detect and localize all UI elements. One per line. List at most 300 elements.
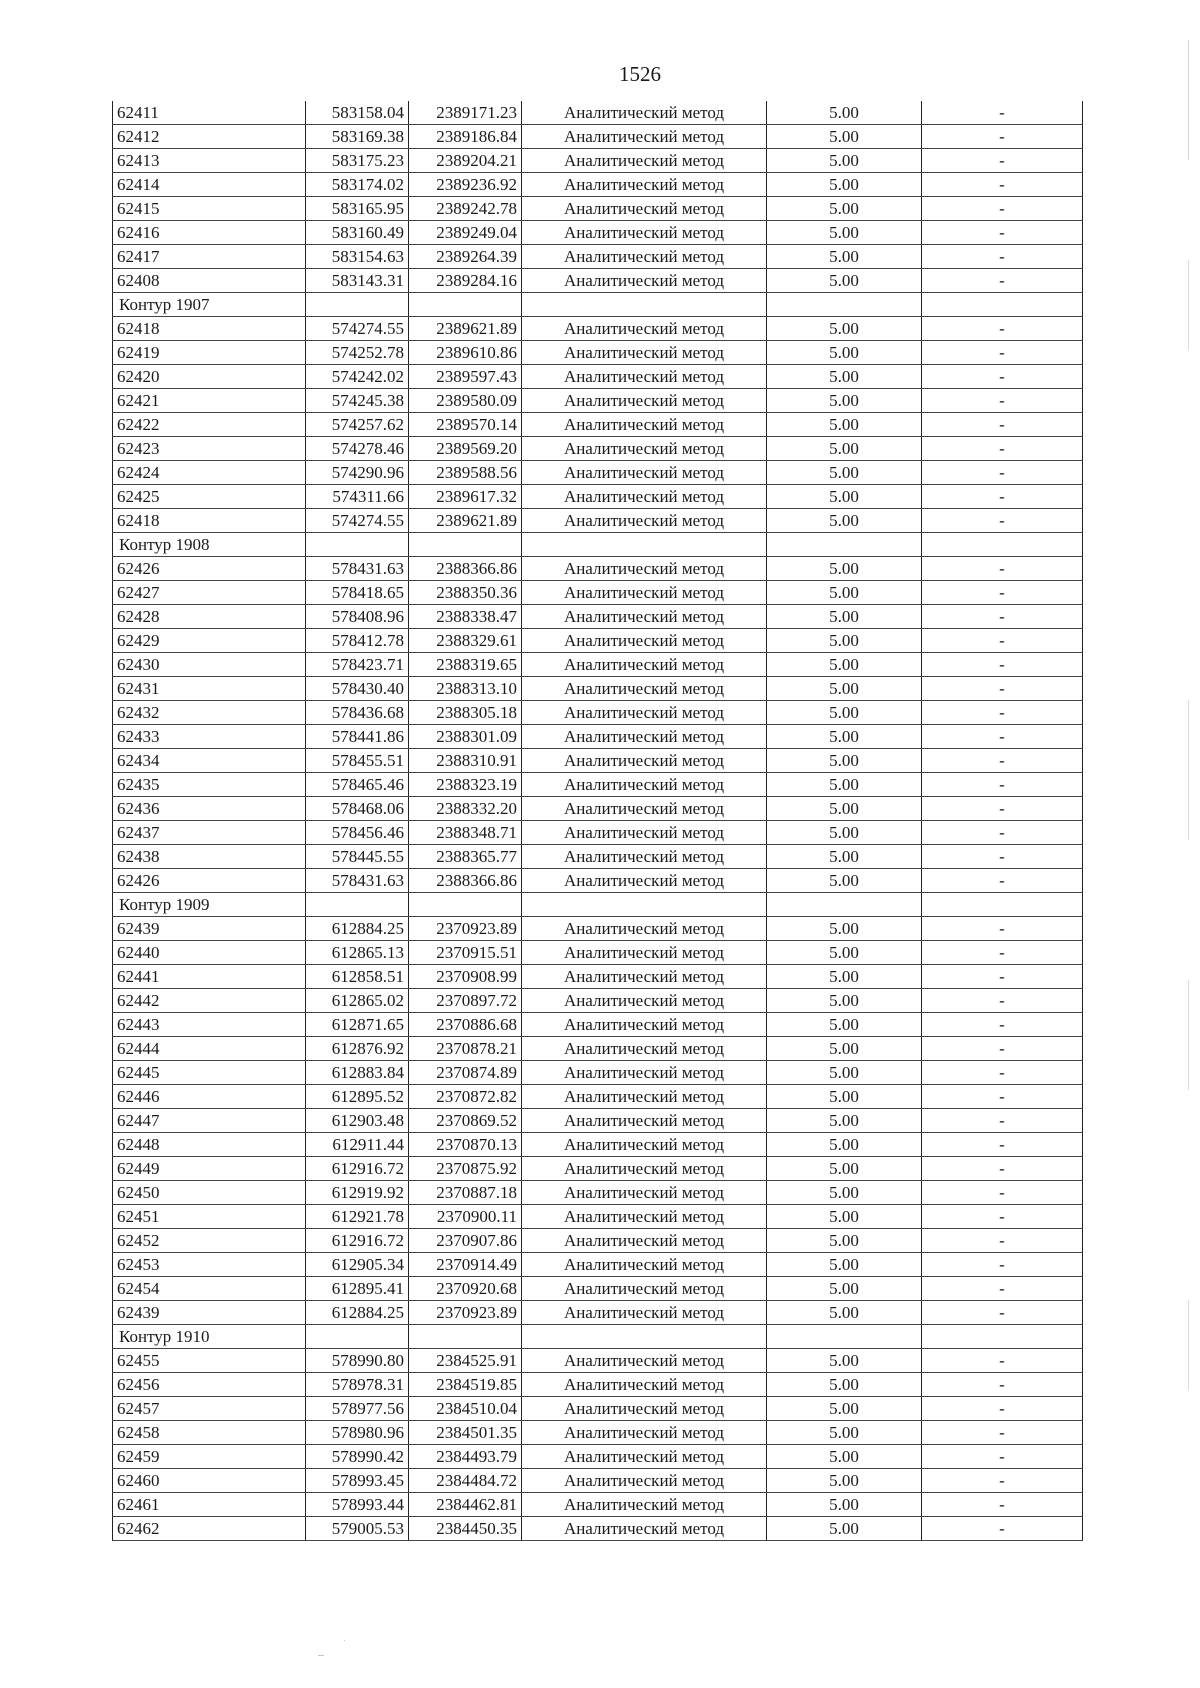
note-cell: - (922, 1397, 1083, 1421)
x-coordinate-cell: 612865.13 (306, 941, 409, 965)
x-coordinate-cell: 578993.45 (306, 1469, 409, 1493)
point-id-cell: 62412 (113, 125, 306, 149)
table-row (113, 1301, 1083, 1325)
empty-cell (767, 293, 922, 317)
empty-cell (922, 1325, 1083, 1349)
point-id-cell: 62434 (113, 749, 306, 773)
accuracy-cell: 5.00 (767, 1517, 922, 1541)
y-coordinate-cell: 2389570.14 (409, 413, 522, 437)
x-coordinate-cell: 612858.51 (306, 965, 409, 989)
x-coordinate-cell: 583175.23 (306, 149, 409, 173)
y-coordinate-cell: 2388332.20 (409, 797, 522, 821)
y-coordinate-cell: 2370900.11 (409, 1205, 522, 1229)
point-id-cell: 62460 (113, 1469, 306, 1493)
accuracy-cell: 5.00 (767, 581, 922, 605)
method-cell: Аналитический метод (522, 749, 767, 773)
table-row (113, 365, 1083, 389)
table-row (113, 653, 1083, 677)
method-cell: Аналитический метод (522, 581, 767, 605)
y-coordinate-cell: 2388319.65 (409, 653, 522, 677)
x-coordinate-cell: 578468.06 (306, 797, 409, 821)
table-row (113, 509, 1083, 533)
table-row (113, 773, 1083, 797)
point-id-cell: 62451 (113, 1205, 306, 1229)
y-coordinate-cell: 2389580.09 (409, 389, 522, 413)
table-row (113, 965, 1083, 989)
note-cell: - (922, 269, 1083, 293)
y-coordinate-cell: 2388366.86 (409, 869, 522, 893)
method-cell: Аналитический метод (522, 1133, 767, 1157)
note-cell: - (922, 1157, 1083, 1181)
note-cell: - (922, 605, 1083, 629)
empty-cell (306, 293, 409, 317)
table-row (113, 869, 1083, 893)
accuracy-cell: 5.00 (767, 605, 922, 629)
coordinates-table (112, 101, 1083, 1541)
point-id-cell: 62440 (113, 941, 306, 965)
point-id-cell: 62461 (113, 1493, 306, 1517)
y-coordinate-cell: 2389610.86 (409, 341, 522, 365)
accuracy-cell: 5.00 (767, 1253, 922, 1277)
point-id-cell: 62422 (113, 413, 306, 437)
point-id-cell: 62458 (113, 1421, 306, 1445)
y-coordinate-cell: 2370870.13 (409, 1133, 522, 1157)
y-coordinate-cell: 2388366.86 (409, 557, 522, 581)
point-id-cell: 62408 (113, 269, 306, 293)
table-row (113, 101, 1083, 125)
accuracy-cell: 5.00 (767, 1157, 922, 1181)
x-coordinate-cell: 612871.65 (306, 1013, 409, 1037)
method-cell: Аналитический метод (522, 653, 767, 677)
point-id-cell: 62417 (113, 245, 306, 269)
method-cell: Аналитический метод (522, 245, 767, 269)
note-cell: - (922, 917, 1083, 941)
accuracy-cell: 5.00 (767, 1109, 922, 1133)
y-coordinate-cell: 2389621.89 (409, 317, 522, 341)
x-coordinate-cell: 612905.34 (306, 1253, 409, 1277)
method-cell: Аналитический метод (522, 413, 767, 437)
y-coordinate-cell: 2370923.89 (409, 1301, 522, 1325)
table-row (113, 1085, 1083, 1109)
method-cell: Аналитический метод (522, 821, 767, 845)
empty-cell (922, 893, 1083, 917)
method-cell: Аналитический метод (522, 1013, 767, 1037)
y-coordinate-cell: 2388348.71 (409, 821, 522, 845)
y-coordinate-cell: 2370887.18 (409, 1181, 522, 1205)
method-cell: Аналитический метод (522, 1421, 767, 1445)
y-coordinate-cell: 2389284.16 (409, 269, 522, 293)
note-cell: - (922, 389, 1083, 413)
accuracy-cell: 5.00 (767, 965, 922, 989)
note-cell: - (922, 557, 1083, 581)
empty-cell (767, 533, 922, 557)
note-cell: - (922, 1109, 1083, 1133)
method-cell: Аналитический метод (522, 1301, 767, 1325)
x-coordinate-cell: 612921.78 (306, 1205, 409, 1229)
table-row (113, 1037, 1083, 1061)
empty-cell (522, 893, 767, 917)
scan-artifact (344, 1640, 345, 1641)
note-cell: - (922, 1277, 1083, 1301)
accuracy-cell: 5.00 (767, 845, 922, 869)
x-coordinate-cell: 578990.42 (306, 1445, 409, 1469)
method-cell: Аналитический метод (522, 269, 767, 293)
accuracy-cell: 5.00 (767, 341, 922, 365)
scan-artifact (1188, 260, 1189, 350)
note-cell: - (922, 1301, 1083, 1325)
method-cell: Аналитический метод (522, 1349, 767, 1373)
table-row (113, 1229, 1083, 1253)
table-row (113, 1445, 1083, 1469)
table-row (113, 1349, 1083, 1373)
point-id-cell: 62441 (113, 965, 306, 989)
point-id-cell: 62448 (113, 1133, 306, 1157)
note-cell: - (922, 821, 1083, 845)
accuracy-cell: 5.00 (767, 221, 922, 245)
x-coordinate-cell: 612911.44 (306, 1133, 409, 1157)
x-coordinate-cell: 574242.02 (306, 365, 409, 389)
empty-cell (306, 893, 409, 917)
contour-header-row (113, 293, 1083, 317)
table-row (113, 629, 1083, 653)
method-cell: Аналитический метод (522, 1205, 767, 1229)
y-coordinate-cell: 2388323.19 (409, 773, 522, 797)
method-cell: Аналитический метод (522, 1397, 767, 1421)
point-id-cell: 62450 (113, 1181, 306, 1205)
point-id-cell: 62439 (113, 917, 306, 941)
x-coordinate-cell: 583169.38 (306, 125, 409, 149)
y-coordinate-cell: 2384450.35 (409, 1517, 522, 1541)
x-coordinate-cell: 574257.62 (306, 413, 409, 437)
contour-header-row (113, 533, 1083, 557)
contour-label: Контур 1907 (113, 293, 306, 317)
y-coordinate-cell: 2384462.81 (409, 1493, 522, 1517)
x-coordinate-cell: 574274.55 (306, 509, 409, 533)
y-coordinate-cell: 2370907.86 (409, 1229, 522, 1253)
accuracy-cell: 5.00 (767, 1493, 922, 1517)
method-cell: Аналитический метод (522, 869, 767, 893)
point-id-cell: 62459 (113, 1445, 306, 1469)
table-row (113, 1013, 1083, 1037)
contour-label: Контур 1908 (113, 533, 306, 557)
y-coordinate-cell: 2389588.56 (409, 461, 522, 485)
accuracy-cell: 5.00 (767, 1445, 922, 1469)
note-cell: - (922, 1205, 1083, 1229)
contour-label: Контур 1910 (113, 1325, 306, 1349)
note-cell: - (922, 773, 1083, 797)
point-id-cell: 62436 (113, 797, 306, 821)
accuracy-cell: 5.00 (767, 1277, 922, 1301)
accuracy-cell: 5.00 (767, 101, 922, 125)
x-coordinate-cell: 574274.55 (306, 317, 409, 341)
accuracy-cell: 5.00 (767, 1133, 922, 1157)
scan-artifact (1188, 980, 1189, 1090)
method-cell: Аналитический метод (522, 509, 767, 533)
method-cell: Аналитический метод (522, 485, 767, 509)
method-cell: Аналитический метод (522, 173, 767, 197)
accuracy-cell: 5.00 (767, 749, 922, 773)
x-coordinate-cell: 583160.49 (306, 221, 409, 245)
point-id-cell: 62418 (113, 509, 306, 533)
note-cell: - (922, 101, 1083, 125)
table-row (113, 149, 1083, 173)
accuracy-cell: 5.00 (767, 917, 922, 941)
note-cell: - (922, 485, 1083, 509)
y-coordinate-cell: 2370914.49 (409, 1253, 522, 1277)
empty-cell (409, 1325, 522, 1349)
accuracy-cell: 5.00 (767, 461, 922, 485)
x-coordinate-cell: 578978.31 (306, 1373, 409, 1397)
note-cell: - (922, 245, 1083, 269)
note-cell: - (922, 1133, 1083, 1157)
table-row (113, 341, 1083, 365)
x-coordinate-cell: 574245.38 (306, 389, 409, 413)
point-id-cell: 62449 (113, 1157, 306, 1181)
y-coordinate-cell: 2370886.68 (409, 1013, 522, 1037)
table-row (113, 1205, 1083, 1229)
table-row (113, 437, 1083, 461)
accuracy-cell: 5.00 (767, 509, 922, 533)
x-coordinate-cell: 578455.51 (306, 749, 409, 773)
y-coordinate-cell: 2370915.51 (409, 941, 522, 965)
accuracy-cell: 5.00 (767, 149, 922, 173)
note-cell: - (922, 437, 1083, 461)
point-id-cell: 62416 (113, 221, 306, 245)
empty-cell (767, 893, 922, 917)
note-cell: - (922, 941, 1083, 965)
y-coordinate-cell: 2384525.91 (409, 1349, 522, 1373)
accuracy-cell: 5.00 (767, 197, 922, 221)
accuracy-cell: 5.00 (767, 485, 922, 509)
method-cell: Аналитический метод (522, 677, 767, 701)
table-row (113, 701, 1083, 725)
point-id-cell: 62426 (113, 869, 306, 893)
accuracy-cell: 5.00 (767, 317, 922, 341)
x-coordinate-cell: 574311.66 (306, 485, 409, 509)
note-cell: - (922, 1445, 1083, 1469)
table-row (113, 1493, 1083, 1517)
y-coordinate-cell: 2370875.92 (409, 1157, 522, 1181)
method-cell: Аналитический метод (522, 1253, 767, 1277)
empty-cell (922, 293, 1083, 317)
x-coordinate-cell: 579005.53 (306, 1517, 409, 1541)
accuracy-cell: 5.00 (767, 629, 922, 653)
method-cell: Аналитический метод (522, 317, 767, 341)
point-id-cell: 62444 (113, 1037, 306, 1061)
y-coordinate-cell: 2384493.79 (409, 1445, 522, 1469)
point-id-cell: 62442 (113, 989, 306, 1013)
point-id-cell: 62453 (113, 1253, 306, 1277)
scan-artifact (1188, 40, 1189, 160)
point-id-cell: 62423 (113, 437, 306, 461)
note-cell: - (922, 365, 1083, 389)
scan-artifact (1188, 700, 1189, 840)
table-row (113, 125, 1083, 149)
accuracy-cell: 5.00 (767, 941, 922, 965)
note-cell: - (922, 989, 1083, 1013)
y-coordinate-cell: 2388365.77 (409, 845, 522, 869)
accuracy-cell: 5.00 (767, 389, 922, 413)
note-cell: - (922, 1469, 1083, 1493)
note-cell: - (922, 125, 1083, 149)
accuracy-cell: 5.00 (767, 821, 922, 845)
table-row (113, 173, 1083, 197)
note-cell: - (922, 869, 1083, 893)
x-coordinate-cell: 612903.48 (306, 1109, 409, 1133)
x-coordinate-cell: 583143.31 (306, 269, 409, 293)
y-coordinate-cell: 2389236.92 (409, 173, 522, 197)
table-row (113, 677, 1083, 701)
note-cell: - (922, 317, 1083, 341)
method-cell: Аналитический метод (522, 701, 767, 725)
note-cell: - (922, 725, 1083, 749)
point-id-cell: 62462 (113, 1517, 306, 1541)
method-cell: Аналитический метод (522, 1109, 767, 1133)
accuracy-cell: 5.00 (767, 1397, 922, 1421)
accuracy-cell: 5.00 (767, 1085, 922, 1109)
note-cell: - (922, 701, 1083, 725)
y-coordinate-cell: 2389186.84 (409, 125, 522, 149)
accuracy-cell: 5.00 (767, 1205, 922, 1229)
accuracy-cell: 5.00 (767, 989, 922, 1013)
x-coordinate-cell: 578408.96 (306, 605, 409, 629)
accuracy-cell: 5.00 (767, 245, 922, 269)
y-coordinate-cell: 2389617.32 (409, 485, 522, 509)
point-id-cell: 62431 (113, 677, 306, 701)
note-cell: - (922, 1013, 1083, 1037)
x-coordinate-cell: 578431.63 (306, 557, 409, 581)
y-coordinate-cell: 2388329.61 (409, 629, 522, 653)
point-id-cell: 62454 (113, 1277, 306, 1301)
y-coordinate-cell: 2388305.18 (409, 701, 522, 725)
method-cell: Аналитический метод (522, 1181, 767, 1205)
x-coordinate-cell: 578436.68 (306, 701, 409, 725)
y-coordinate-cell: 2389171.23 (409, 101, 522, 125)
page-number: 1526 (619, 62, 661, 86)
x-coordinate-cell: 583174.02 (306, 173, 409, 197)
y-coordinate-cell: 2389597.43 (409, 365, 522, 389)
table-row (113, 269, 1083, 293)
scan-artifact (318, 1655, 324, 1656)
method-cell: Аналитический метод (522, 1037, 767, 1061)
y-coordinate-cell: 2384484.72 (409, 1469, 522, 1493)
method-cell: Аналитический метод (522, 917, 767, 941)
note-cell: - (922, 1085, 1083, 1109)
point-id-cell: 62418 (113, 317, 306, 341)
table-row (113, 797, 1083, 821)
empty-cell (306, 533, 409, 557)
note-cell: - (922, 677, 1083, 701)
table-row (113, 389, 1083, 413)
x-coordinate-cell: 583154.63 (306, 245, 409, 269)
note-cell: - (922, 653, 1083, 677)
y-coordinate-cell: 2370878.21 (409, 1037, 522, 1061)
note-cell: - (922, 461, 1083, 485)
method-cell: Аналитический метод (522, 725, 767, 749)
accuracy-cell: 5.00 (767, 557, 922, 581)
y-coordinate-cell: 2388350.36 (409, 581, 522, 605)
method-cell: Аналитический метод (522, 1517, 767, 1541)
table-row (113, 989, 1083, 1013)
accuracy-cell: 5.00 (767, 1181, 922, 1205)
method-cell: Аналитический метод (522, 1277, 767, 1301)
y-coordinate-cell: 2384501.35 (409, 1421, 522, 1445)
note-cell: - (922, 581, 1083, 605)
table-row (113, 1373, 1083, 1397)
contour-label: Контур 1909 (113, 893, 306, 917)
method-cell: Аналитический метод (522, 149, 767, 173)
x-coordinate-cell: 612919.92 (306, 1181, 409, 1205)
y-coordinate-cell: 2389621.89 (409, 509, 522, 533)
note-cell: - (922, 413, 1083, 437)
table-row (113, 581, 1083, 605)
method-cell: Аналитический метод (522, 845, 767, 869)
x-coordinate-cell: 578977.56 (306, 1397, 409, 1421)
empty-cell (922, 533, 1083, 557)
accuracy-cell: 5.00 (767, 365, 922, 389)
coordinates-table-body (113, 101, 1083, 1541)
table-row (113, 413, 1083, 437)
x-coordinate-cell: 578445.55 (306, 845, 409, 869)
method-cell: Аналитический метод (522, 221, 767, 245)
accuracy-cell: 5.00 (767, 173, 922, 197)
x-coordinate-cell: 578430.40 (306, 677, 409, 701)
table-row (113, 1469, 1083, 1493)
note-cell: - (922, 1373, 1083, 1397)
point-id-cell: 62437 (113, 821, 306, 845)
x-coordinate-cell: 583165.95 (306, 197, 409, 221)
accuracy-cell: 5.00 (767, 1373, 922, 1397)
x-coordinate-cell: 578465.46 (306, 773, 409, 797)
method-cell: Аналитический метод (522, 197, 767, 221)
point-id-cell: 62452 (113, 1229, 306, 1253)
empty-cell (409, 893, 522, 917)
x-coordinate-cell: 578441.86 (306, 725, 409, 749)
accuracy-cell: 5.00 (767, 1061, 922, 1085)
method-cell: Аналитический метод (522, 1445, 767, 1469)
empty-cell (306, 1325, 409, 1349)
scan-artifact (1188, 1300, 1189, 1390)
point-id-cell: 62429 (113, 629, 306, 653)
point-id-cell: 62411 (113, 101, 306, 125)
point-id-cell: 62413 (113, 149, 306, 173)
method-cell: Аналитический метод (522, 1061, 767, 1085)
note-cell: - (922, 845, 1083, 869)
accuracy-cell: 5.00 (767, 1421, 922, 1445)
x-coordinate-cell: 612916.72 (306, 1157, 409, 1181)
accuracy-cell: 5.00 (767, 1013, 922, 1037)
x-coordinate-cell: 574252.78 (306, 341, 409, 365)
x-coordinate-cell: 583158.04 (306, 101, 409, 125)
note-cell: - (922, 1061, 1083, 1085)
table-row (113, 1277, 1083, 1301)
point-id-cell: 62424 (113, 461, 306, 485)
contour-header-row (113, 1325, 1083, 1349)
method-cell: Аналитический метод (522, 1085, 767, 1109)
accuracy-cell: 5.00 (767, 653, 922, 677)
note-cell: - (922, 341, 1083, 365)
table-row (113, 221, 1083, 245)
y-coordinate-cell: 2389249.04 (409, 221, 522, 245)
x-coordinate-cell: 578431.63 (306, 869, 409, 893)
point-id-cell: 62443 (113, 1013, 306, 1037)
note-cell: - (922, 1493, 1083, 1517)
method-cell: Аналитический метод (522, 101, 767, 125)
method-cell: Аналитический метод (522, 989, 767, 1013)
accuracy-cell: 5.00 (767, 1349, 922, 1373)
table-row (113, 605, 1083, 629)
point-id-cell: 62425 (113, 485, 306, 509)
